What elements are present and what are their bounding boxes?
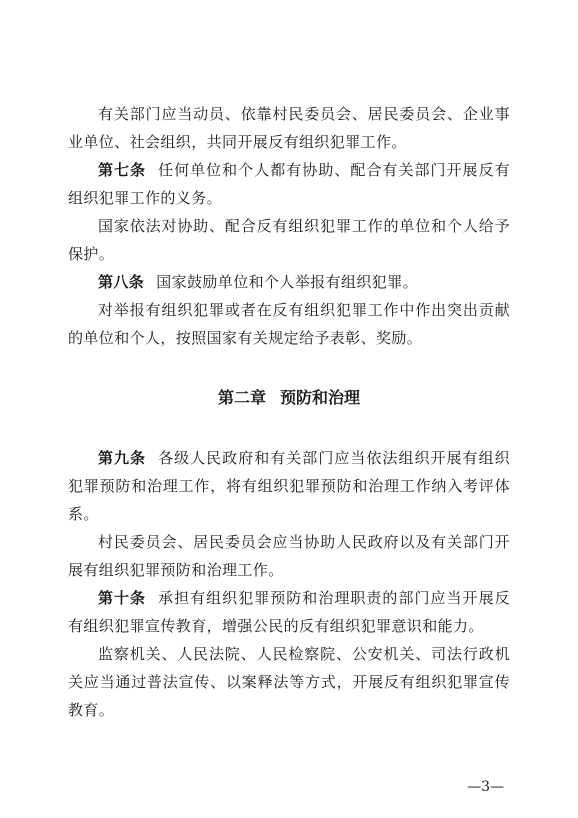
paragraph-legal-education [68, 640, 510, 724]
chapter-number: 第二章 [217, 388, 266, 407]
article-7-label: 第七条 [98, 161, 147, 179]
article-8-text: 国家鼓励单位和个人举报有组织犯罪。 [156, 273, 419, 291]
paragraph-text: 国家依法对协助、配合反有组织犯罪工作的单位和个人给予保护。 [68, 217, 510, 263]
page-number: —3— [467, 779, 504, 795]
paragraph-text: 监察机关、人民法院、人民检察院、公安机关、司法行政机关应当通过普法宣传、以案释法等方式，开展反有组织犯罪宣传教育。 [68, 645, 510, 719]
article-9-label: 第九条 [98, 449, 147, 467]
paragraph-rewards [68, 296, 510, 352]
article-8 [68, 268, 510, 296]
paragraph-text: 村民委员会、居民委员会应当协助人民政府以及有关部门开展有组织犯罪预防和治理工作。 [68, 533, 510, 579]
paragraph-committee-assistance [68, 528, 510, 584]
article-7-text: 任何单位和个人都有协助、配合有关部门开展反有组织犯罪工作的义务。 [68, 161, 510, 207]
paragraph-state-protection [68, 212, 510, 268]
paragraph-text: 对举报有组织犯罪或者在反有组织犯罪工作中作出突出贡献的单位和个人，按照国家有关规定给予表彰、奖励。 [68, 301, 510, 347]
paragraph-text: 有关部门应当动员、依靠村民委员会、居民委员会、企业事业单位、社会组织，共同开展反有组织犯罪工作。 [68, 105, 510, 151]
article-8-label: 第八条 [98, 273, 145, 291]
article-9 [68, 444, 510, 528]
article-9-text: 各级人民政府和有关部门应当依法组织开展有组织犯罪预防和治理工作，将有组织犯罪预防和治理工作纳入考评体系。 [68, 449, 510, 523]
article-7 [68, 156, 510, 212]
article-10-text: 承担有组织犯罪预防和治理职责的部门应当开展反有组织犯罪宣传教育，增强公民的反有组织犯罪意识和能力。 [68, 589, 510, 635]
paragraph-community-mobilization [68, 100, 510, 156]
chapter-title: 预防和治理 [280, 388, 361, 407]
article-10-label: 第十条 [98, 589, 147, 607]
chapter-heading [0, 384, 578, 412]
article-10 [68, 584, 510, 640]
